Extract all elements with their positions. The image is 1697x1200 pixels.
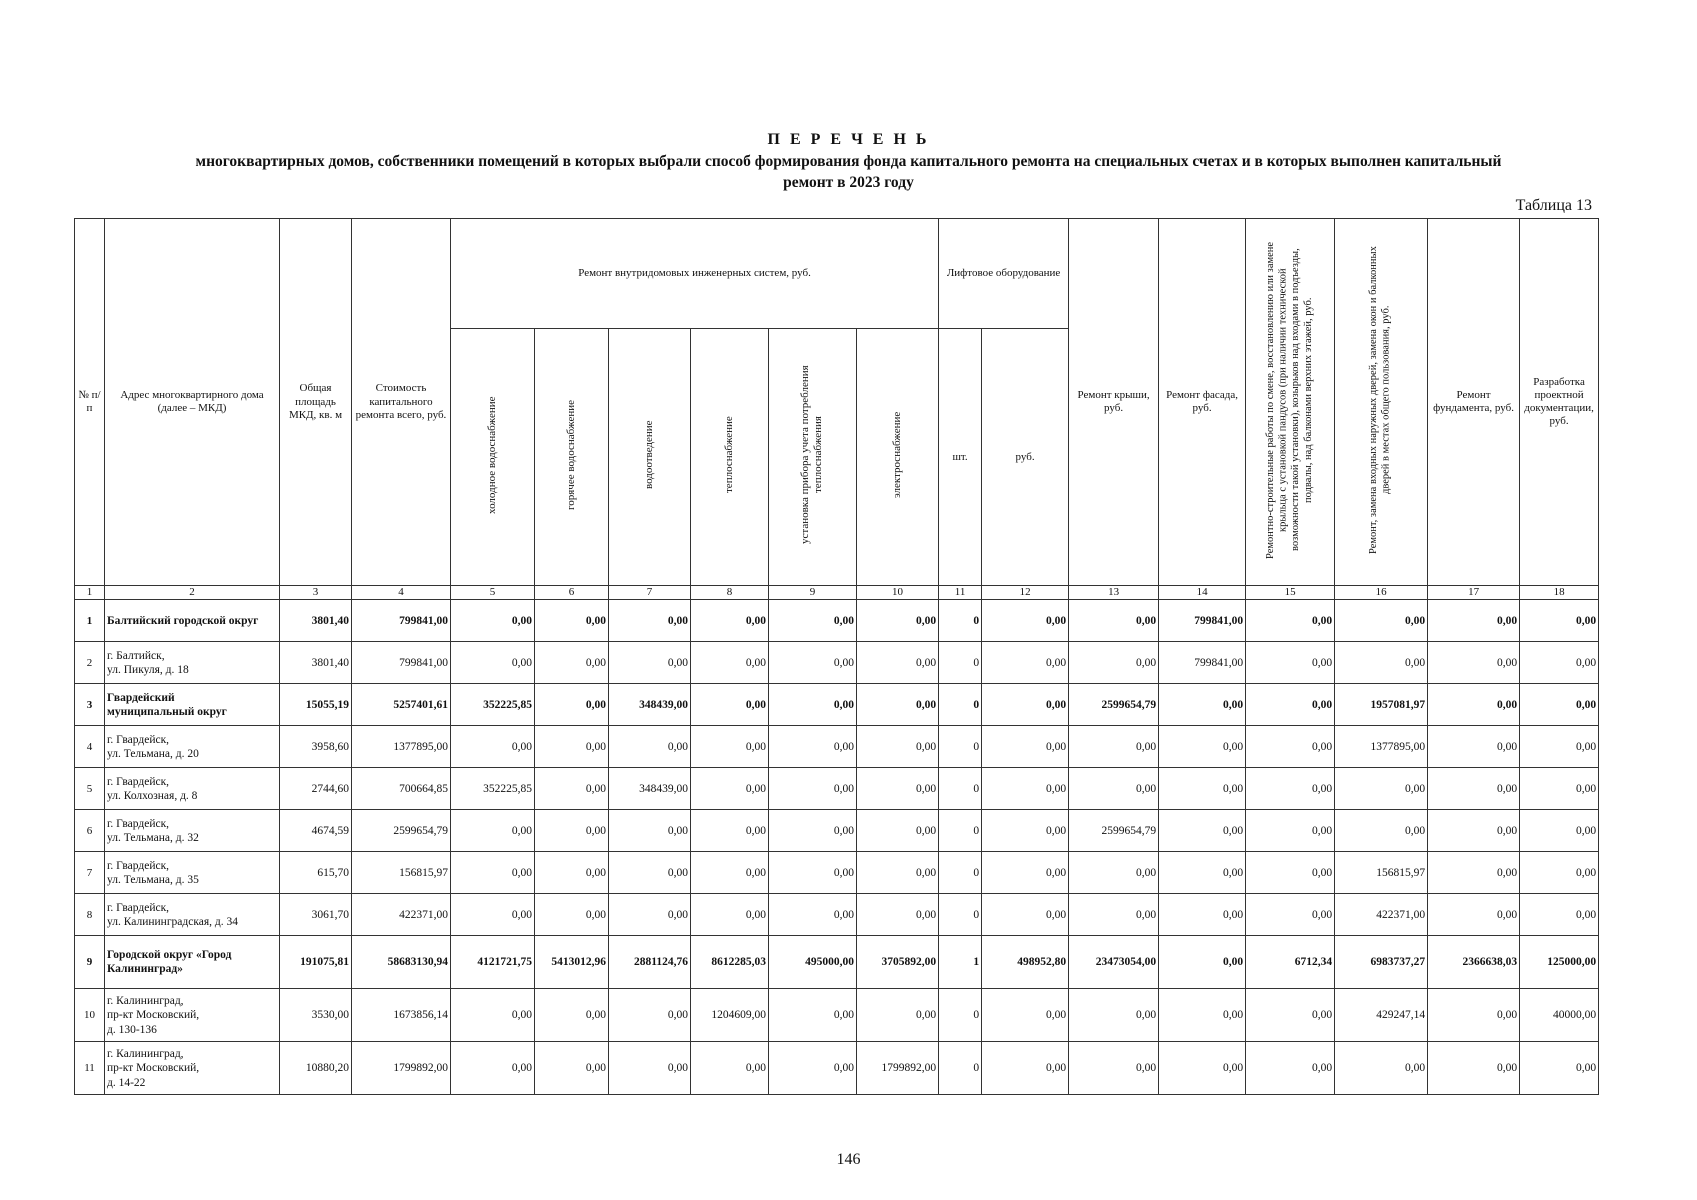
cell-value: 0,00: [535, 894, 609, 936]
cell-value: 0,00: [1520, 684, 1599, 726]
cell-value: 0,00: [609, 726, 691, 768]
cell-value: 1: [939, 936, 982, 989]
cell-value: 0,00: [451, 810, 535, 852]
cell-value: 348439,00: [609, 768, 691, 810]
row-address: [105, 1042, 280, 1095]
cell-value: 4674,59: [280, 810, 352, 852]
cell-value: 0,00: [1159, 1042, 1246, 1095]
cell-value: 0,00: [982, 989, 1069, 1042]
cell-value: 0,00: [535, 684, 609, 726]
cell-value: 125000,00: [1520, 936, 1599, 989]
column-number: 9: [769, 586, 857, 600]
cell-value: 0,00: [857, 852, 939, 894]
row-number: 5: [75, 768, 105, 810]
cell-value: 0,00: [535, 768, 609, 810]
cell-value: 0,00: [1428, 726, 1520, 768]
row-number: 8: [75, 894, 105, 936]
header-address: Адрес многоквартирного дома (далее – МКД): [105, 219, 280, 586]
table-row: [75, 894, 1599, 936]
address-line: пр-кт Московский,: [107, 1062, 200, 1075]
header-roof: Ремонт крыши, руб.: [1069, 219, 1159, 586]
address-line: г. Гвардейск,: [107, 901, 170, 914]
address-line: ул. Калининградская, д. 34: [107, 915, 238, 928]
header-drainage: водоотведение: [609, 329, 691, 586]
cell-value: 1957081,97: [1335, 684, 1428, 726]
column-number: 16: [1335, 586, 1428, 600]
cell-value: 0,00: [982, 1042, 1069, 1095]
cell-value: 0,00: [691, 810, 769, 852]
row-number: 10: [75, 989, 105, 1042]
column-number: 2: [105, 586, 280, 600]
cell-value: 10880,20: [280, 1042, 352, 1095]
table-row: [75, 852, 1599, 894]
cell-value: 0,00: [535, 810, 609, 852]
cell-value: 0,00: [1428, 768, 1520, 810]
cell-value: 0,00: [769, 1042, 857, 1095]
row-number: 4: [75, 726, 105, 768]
cell-value: 0,00: [857, 642, 939, 684]
address-line: г. Гвардейск,: [107, 859, 170, 872]
cell-value: 422371,00: [352, 894, 451, 936]
table-row: [75, 726, 1599, 768]
header-facade: Ремонт фасада, руб.: [1159, 219, 1246, 586]
cell-value: 0: [939, 642, 982, 684]
cell-value: 700664,85: [352, 768, 451, 810]
cell-value: 0,00: [535, 600, 609, 642]
cell-value: 3801,40: [280, 600, 352, 642]
cell-value: 0,00: [1159, 726, 1246, 768]
row-number: 9: [75, 936, 105, 989]
cell-value: 0,00: [691, 768, 769, 810]
column-number: 13: [1069, 586, 1159, 600]
address-line: г. Гвардейск,: [107, 733, 170, 746]
cell-value: 5413012,96: [535, 936, 609, 989]
cell-value: 0,00: [1069, 642, 1159, 684]
cell-value: 0,00: [1069, 894, 1159, 936]
cell-value: 2599654,79: [1069, 810, 1159, 852]
cell-value: 0: [939, 684, 982, 726]
cell-value: 0,00: [609, 894, 691, 936]
address-line: пр-кт Московский,: [107, 1009, 200, 1022]
address-line: муниципальный округ: [107, 705, 227, 718]
cell-value: 0,00: [451, 1042, 535, 1095]
cell-value: 0,00: [769, 726, 857, 768]
cell-value: 0,00: [1335, 1042, 1428, 1095]
header-heating: теплоснабжение: [691, 329, 769, 586]
row-number: 1: [75, 600, 105, 642]
table-row: [75, 810, 1599, 852]
row-number: 7: [75, 852, 105, 894]
cell-value: 0,00: [691, 894, 769, 936]
cell-value: 0,00: [691, 600, 769, 642]
cell-value: 0,00: [609, 852, 691, 894]
cell-value: 0,00: [769, 684, 857, 726]
address-line: ул. Колхозная, д. 8: [107, 789, 198, 802]
column-number: 5: [451, 586, 535, 600]
cell-value: 0,00: [451, 852, 535, 894]
row-number: 3: [75, 684, 105, 726]
cell-value: 0,00: [535, 852, 609, 894]
cell-value: 0: [939, 768, 982, 810]
column-number: 15: [1246, 586, 1335, 600]
cell-value: 0,00: [857, 989, 939, 1042]
address-line: Балтийский городской округ: [107, 614, 259, 627]
cell-value: 0,00: [1246, 600, 1335, 642]
header-hot-water: горячее водоснабжение: [535, 329, 609, 586]
cell-value: 0,00: [1428, 894, 1520, 936]
row-address: [105, 684, 280, 726]
doc-title: П Е Р Е Ч Е Н Ь: [767, 131, 930, 148]
cell-value: 2881124,76: [609, 936, 691, 989]
header-design-docs: Разработка проектной документации, руб.: [1520, 219, 1599, 586]
cell-value: 0,00: [857, 894, 939, 936]
cell-value: 0,00: [1159, 852, 1246, 894]
column-number-row: [75, 586, 1599, 600]
cell-value: 58683130,94: [352, 936, 451, 989]
cell-value: 0,00: [1428, 1042, 1520, 1095]
column-number: 10: [857, 586, 939, 600]
cell-value: 0,00: [982, 642, 1069, 684]
cell-value: 3801,40: [280, 642, 352, 684]
column-number: 12: [982, 586, 1069, 600]
table-row: [75, 642, 1599, 684]
cell-value: 6712,34: [1246, 936, 1335, 989]
cell-value: 352225,85: [451, 768, 535, 810]
address-line: Гвардейский: [107, 691, 175, 704]
cell-value: 799841,00: [352, 600, 451, 642]
cell-value: 0,00: [769, 642, 857, 684]
cell-value: 0,00: [535, 642, 609, 684]
cell-value: 15055,19: [280, 684, 352, 726]
table-row: [75, 684, 1599, 726]
cell-value: 0,00: [1335, 768, 1428, 810]
row-number: 6: [75, 810, 105, 852]
cell-value: 0,00: [1159, 810, 1246, 852]
cell-value: 0,00: [982, 684, 1069, 726]
cell-value: 0,00: [1520, 852, 1599, 894]
column-number: 8: [691, 586, 769, 600]
row-address: [105, 726, 280, 768]
column-number: 3: [280, 586, 352, 600]
cell-value: 23473054,00: [1069, 936, 1159, 989]
column-number: 11: [939, 586, 982, 600]
cell-value: 495000,00: [769, 936, 857, 989]
cell-value: 0: [939, 600, 982, 642]
cell-value: 0,00: [1428, 600, 1520, 642]
header-area: Общая площадь МКД, кв. м: [280, 219, 352, 586]
cell-value: 0: [939, 894, 982, 936]
column-number: 18: [1520, 586, 1599, 600]
cell-value: 0,00: [982, 810, 1069, 852]
cell-value: 429247,14: [1335, 989, 1428, 1042]
cell-value: 0,00: [1246, 894, 1335, 936]
column-number: 17: [1428, 586, 1520, 600]
cell-value: 0,00: [769, 989, 857, 1042]
cell-value: 0,00: [1159, 989, 1246, 1042]
cell-value: 2599654,79: [352, 810, 451, 852]
cell-value: 0,00: [609, 600, 691, 642]
header-doors-windows: Ремонт, замена входных наружных дверей, замена окон и балконных дверей в местах общего пользования, руб.: [1335, 219, 1428, 586]
cell-value: 0,00: [982, 600, 1069, 642]
cell-value: 156815,97: [1335, 852, 1428, 894]
cell-value: 0,00: [857, 600, 939, 642]
row-address: [105, 989, 280, 1042]
cell-value: 0,00: [535, 1042, 609, 1095]
cell-value: 0,00: [451, 989, 535, 1042]
cell-value: 799841,00: [1159, 642, 1246, 684]
header-cold-water: холодное водоснабжение: [451, 329, 535, 586]
address-line: г. Калининград,: [107, 1047, 184, 1060]
cell-value: 2366638,03: [1428, 936, 1520, 989]
cell-value: 0,00: [1069, 600, 1159, 642]
cell-value: 40000,00: [1520, 989, 1599, 1042]
column-number: 7: [609, 586, 691, 600]
cell-value: 0,00: [1335, 642, 1428, 684]
cell-value: 0,00: [1069, 768, 1159, 810]
address-line: г. Гвардейск,: [107, 817, 170, 830]
cell-value: 0: [939, 810, 982, 852]
cell-value: 6983737,27: [1335, 936, 1428, 989]
cell-value: 0,00: [982, 852, 1069, 894]
table-row: [75, 600, 1599, 642]
column-number: 14: [1159, 586, 1246, 600]
cell-value: 615,70: [280, 852, 352, 894]
cell-value: 0,00: [1159, 768, 1246, 810]
cell-value: 1799892,00: [352, 1042, 451, 1095]
cell-value: 0,00: [1069, 852, 1159, 894]
cell-value: 156815,97: [352, 852, 451, 894]
cell-value: 0,00: [1428, 684, 1520, 726]
cell-value: 0,00: [609, 642, 691, 684]
cell-value: 352225,85: [451, 684, 535, 726]
address-line: г. Балтийск,: [107, 649, 165, 662]
row-address: [105, 600, 280, 642]
cell-value: 799841,00: [1159, 600, 1246, 642]
cell-value: 0,00: [451, 642, 535, 684]
header-repair-works: Ремонтно-строительные работы по смене, восстановлению или замене крыльца с установкой пандусов (при наличии технической возможности такой установки), козырьков над входами в подъезды, подвалы, над балконами верхних этажей, руб.: [1246, 219, 1335, 586]
table-row: [75, 936, 1599, 989]
cell-value: 0,00: [691, 852, 769, 894]
header-num: № п/п: [75, 219, 105, 586]
cell-value: 0,00: [982, 894, 1069, 936]
cell-value: 0,00: [1520, 600, 1599, 642]
table-row: [75, 1042, 1599, 1095]
row-number: 11: [75, 1042, 105, 1095]
cell-value: 0,00: [1520, 894, 1599, 936]
address-line: Городской округ «Город: [107, 949, 232, 961]
cell-value: 0,00: [1246, 1042, 1335, 1095]
cell-value: 0,00: [609, 1042, 691, 1095]
doc-subtitle-line2: ремонт в 2023 году: [783, 174, 914, 191]
row-address: [105, 852, 280, 894]
column-number: 4: [352, 586, 451, 600]
cell-value: 0,00: [1520, 1042, 1599, 1095]
cell-value: 0,00: [451, 600, 535, 642]
cell-value: 0,00: [769, 852, 857, 894]
cell-value: 0,00: [1069, 726, 1159, 768]
cell-value: 0,00: [691, 726, 769, 768]
address-line: ул. Тельмана, д. 32: [107, 831, 199, 844]
repair-table: [74, 218, 1599, 1095]
header-heat-meter: установка прибора учета потребления теплоснабжения: [769, 329, 857, 586]
cell-value: 1377895,00: [1335, 726, 1428, 768]
cell-value: 8612285,03: [691, 936, 769, 989]
row-number: 2: [75, 642, 105, 684]
cell-value: 3958,60: [280, 726, 352, 768]
cell-value: 0,00: [1246, 642, 1335, 684]
cell-value: 0,00: [857, 684, 939, 726]
cell-value: 0,00: [769, 600, 857, 642]
cell-value: 799841,00: [352, 642, 451, 684]
header-electricity: электроснабжение: [857, 329, 939, 586]
cell-value: 0,00: [769, 810, 857, 852]
cell-value: 3530,00: [280, 989, 352, 1042]
cell-value: 0,00: [1520, 726, 1599, 768]
cell-value: 0,00: [609, 810, 691, 852]
cell-value: 0,00: [982, 726, 1069, 768]
cell-value: 0,00: [1159, 936, 1246, 989]
table-row: [75, 989, 1599, 1042]
row-address: [105, 810, 280, 852]
row-address: [105, 642, 280, 684]
cell-value: 0: [939, 1042, 982, 1095]
cell-value: 1204609,00: [691, 989, 769, 1042]
cell-value: 0,00: [1246, 768, 1335, 810]
cell-value: 0,00: [1246, 684, 1335, 726]
cell-value: 4121721,75: [451, 936, 535, 989]
cell-value: 0,00: [691, 642, 769, 684]
address-line: г. Калининград,: [107, 994, 184, 1007]
cell-value: 0,00: [609, 989, 691, 1042]
cell-value: 0,00: [982, 768, 1069, 810]
address-line: д. 130-136: [107, 1023, 157, 1036]
cell-value: 0,00: [1520, 768, 1599, 810]
cell-value: 0,00: [1159, 894, 1246, 936]
address-line: ул. Тельмана, д. 35: [107, 873, 199, 886]
cell-value: 0,00: [1246, 726, 1335, 768]
cell-value: 1673856,14: [352, 989, 451, 1042]
header-lift-rub: руб.: [982, 329, 1069, 586]
cell-value: 0,00: [769, 768, 857, 810]
header-cost: Стоимость капитального ремонта всего, руб.: [352, 219, 451, 586]
cell-value: 1799892,00: [857, 1042, 939, 1095]
cell-value: 191075,81: [280, 936, 352, 989]
cell-value: 0,00: [857, 810, 939, 852]
table-label: Таблица 13: [1515, 197, 1592, 214]
address-line: г. Гвардейск,: [107, 775, 170, 788]
cell-value: 3061,70: [280, 894, 352, 936]
cell-value: 0,00: [451, 726, 535, 768]
cell-value: 0: [939, 726, 982, 768]
cell-value: 2744,60: [280, 768, 352, 810]
header-systems-group: Ремонт внутридомовых инженерных систем, руб.: [451, 219, 939, 329]
cell-value: 3705892,00: [857, 936, 939, 989]
cell-value: 2599654,79: [1069, 684, 1159, 726]
header-foundation: Ремонт фундамента, руб.: [1428, 219, 1520, 586]
header-lift-group: Лифтовое оборудование: [939, 219, 1069, 329]
cell-value: 0,00: [451, 894, 535, 936]
cell-value: 0,00: [1520, 810, 1599, 852]
address-line: Калининград»: [107, 963, 183, 976]
cell-value: 0,00: [1428, 642, 1520, 684]
cell-value: 0,00: [1520, 642, 1599, 684]
address-line: ул. Пикуля, д. 18: [107, 663, 189, 676]
cell-value: 0,00: [691, 684, 769, 726]
cell-value: 498952,80: [982, 936, 1069, 989]
cell-value: 1377895,00: [352, 726, 451, 768]
cell-value: 0,00: [769, 894, 857, 936]
cell-value: 0,00: [1159, 684, 1246, 726]
cell-value: 0,00: [1335, 810, 1428, 852]
cell-value: 0,00: [1069, 1042, 1159, 1095]
doc-subtitle-line1: многоквартирных домов, собственники помещений в которых выбрали способ формирования фонда капитального ремонта на специальных счетах и в которых выполнен капитальный: [195, 153, 1502, 170]
cell-value: 0,00: [857, 768, 939, 810]
cell-value: 0,00: [1428, 989, 1520, 1042]
column-number: 6: [535, 586, 609, 600]
row-address: [105, 768, 280, 810]
cell-value: 0,00: [1428, 852, 1520, 894]
table-body: [75, 600, 1599, 1095]
table-row: [75, 768, 1599, 810]
cell-value: 0,00: [1069, 989, 1159, 1042]
cell-value: 0,00: [535, 989, 609, 1042]
cell-value: 0,00: [1246, 810, 1335, 852]
cell-value: 0,00: [1335, 600, 1428, 642]
address-line: ул. Тельмана, д. 20: [107, 747, 199, 760]
cell-value: 0,00: [1246, 989, 1335, 1042]
row-address: [105, 894, 280, 936]
cell-value: 5257401,61: [352, 684, 451, 726]
cell-value: 0,00: [857, 726, 939, 768]
cell-value: 348439,00: [609, 684, 691, 726]
address-line: д. 14-22: [107, 1076, 146, 1089]
cell-value: 0,00: [1246, 852, 1335, 894]
page-number: 146: [836, 1151, 861, 1168]
cell-value: 422371,00: [1335, 894, 1428, 936]
header-lift-units: шт.: [939, 329, 982, 586]
column-number: 1: [75, 586, 105, 600]
cell-value: 0,00: [535, 726, 609, 768]
cell-value: 0,00: [691, 1042, 769, 1095]
cell-value: 0: [939, 989, 982, 1042]
cell-value: 0: [939, 852, 982, 894]
cell-value: 0,00: [1428, 810, 1520, 852]
row-address: [105, 936, 280, 989]
